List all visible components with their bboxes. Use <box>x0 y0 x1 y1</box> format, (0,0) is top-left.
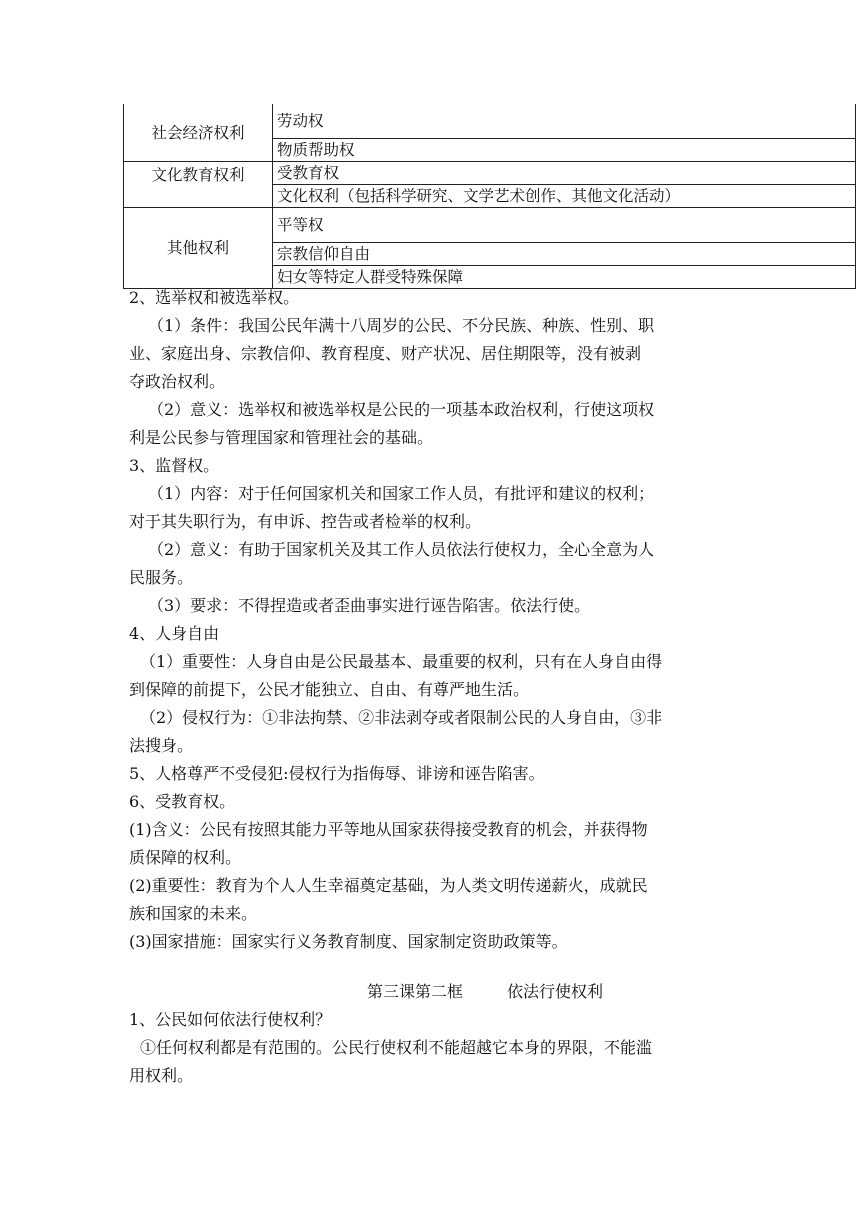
right-item-cell: 受教育权 <box>273 162 856 185</box>
rights-table <box>123 104 856 289</box>
table-row <box>124 208 856 243</box>
lesson-title-part: 依法行使权利 <box>507 982 604 1001</box>
paragraph-line: 用权利。 <box>129 1066 194 1085</box>
paragraph-line: 法搜身。 <box>129 736 194 755</box>
section-heading: 2、选举权和被选举权。 <box>129 288 300 307</box>
paragraph-line: 到保障的前提下，公民才能独立、自由、有尊严地生活。 <box>129 680 530 699</box>
category-cell: 文化教育权利 <box>124 162 273 208</box>
paragraph-line: 质保障的权利。 <box>129 848 242 867</box>
section-heading: 1、公民如何依法行使权利？ <box>129 1010 332 1029</box>
table-row <box>124 162 856 185</box>
paragraph-line: 利是公民参与管理国家和管理社会的基础。 <box>129 428 434 447</box>
paragraph-line: （3）要求：不得捏造或者歪曲事实进行诬告陷害。依法行使。 <box>148 596 591 615</box>
right-item-cell: 宗教信仰自由 <box>273 243 856 266</box>
paragraph-line: ①任何权利都是有范围的。公民行使权利不能超越它本身的界限，不能滥 <box>140 1038 653 1057</box>
paragraph-line: （2）侵权行为：①非法拘禁、②非法剥夺或者限制公民的人身自由，③非 <box>140 708 663 727</box>
category-cell: 其他权利 <box>124 208 273 289</box>
paragraph-line: 族和国家的未来。 <box>129 904 258 923</box>
paragraph-line: （1）条件：我国公民年满十八周岁的公民、不分民族、种族、性别、职 <box>148 316 655 335</box>
lesson-title-part: 第三课第二框 <box>367 982 464 1001</box>
right-item-cell: 劳动权 <box>273 104 856 139</box>
paragraph-line: 民服务。 <box>129 568 194 587</box>
right-item-cell: 妇女等特定人群受特殊保障 <box>273 266 856 289</box>
paragraph-line: (2)重要性：教育为个人人生幸福奠定基础，为人类文明传递薪火，成就民 <box>129 876 648 895</box>
paragraph-line: (1)含义：公民有按照其能力平等地从国家获得接受教育的机会，并获得物 <box>129 820 648 839</box>
paragraph-line: 夺政治权利。 <box>129 372 226 391</box>
section-heading: 6、受教育权。 <box>129 792 236 811</box>
right-item-cell: 平等权 <box>273 208 856 243</box>
section-heading: 3、监督权。 <box>129 456 220 475</box>
paragraph-line: （2）意义：有助于国家机关及其工作人员依法行使权力，全心全意为人 <box>148 540 655 559</box>
table-row <box>124 104 856 139</box>
paragraph-line: 对于其失职行为，有申诉、控告或者检举的权利。 <box>129 512 482 531</box>
paragraph-line: （1）重要性：人身自由是公民最基本、最重要的权利，只有在人身自由得 <box>140 652 663 671</box>
paragraph-line: (3)国家措施：国家实行义务教育制度、国家制定资助政策等。 <box>129 932 568 951</box>
right-item-cell: 文化权利（包括科学研究、文学艺术创作、其他文化活动） <box>273 185 856 208</box>
paragraph-line: （2）意义：选举权和被选举权是公民的一项基本政治权利，行使这项权 <box>148 400 655 419</box>
section-heading: 4、人身自由 <box>129 624 220 643</box>
paragraph-line: 业、家庭出身、宗教信仰、教育程度、财产状况、居住期限等，没有被剥 <box>129 344 642 363</box>
right-item-cell: 物质帮助权 <box>273 139 856 162</box>
category-cell: 社会经济权利 <box>124 104 273 162</box>
lesson-title <box>367 980 603 1004</box>
paragraph-line: （1）内容：对于任何国家机关和国家工作人员，有批评和建议的权利； <box>148 484 655 503</box>
section-heading: 5、人格尊严不受侵犯:侵权行为指侮辱、诽谤和诬告陷害。 <box>129 764 545 783</box>
